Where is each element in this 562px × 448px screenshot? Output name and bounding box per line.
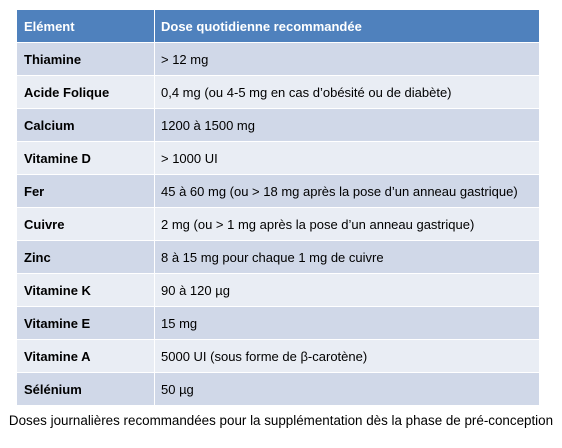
element-cell: Zinc bbox=[17, 241, 155, 273]
dose-cell: 8 à 15 mg pour chaque 1 mg de cuivre bbox=[161, 249, 384, 265]
dose-cell: 50 µg bbox=[161, 381, 194, 397]
dose-cell: > 1000 UI bbox=[161, 150, 218, 166]
element-cell: Fer bbox=[17, 175, 155, 207]
dose-cell: 0,4 mg (ou 4-5 mg en cas d’obésité ou de diabète) bbox=[161, 84, 452, 100]
table-row bbox=[17, 373, 539, 406]
table-row bbox=[17, 241, 539, 274]
table-row bbox=[17, 175, 539, 208]
table-row bbox=[17, 76, 539, 109]
table-row bbox=[17, 340, 539, 373]
element-cell: Vitamine A bbox=[17, 340, 155, 372]
element-cell: Acide Folique bbox=[17, 76, 155, 108]
table-row bbox=[17, 274, 539, 307]
table-caption: Doses journalières recommandées pour la supplémentation dès la phase de pré-conception bbox=[8, 413, 554, 428]
element-cell: Vitamine D bbox=[17, 142, 155, 174]
dose-cell: 45 à 60 mg (ou > 18 mg après la pose d’un anneau gastrique) bbox=[161, 183, 518, 199]
dose-cell: 5000 UI (sous forme de β-carotène) bbox=[161, 348, 368, 364]
header-dose: Dose quotidienne recommandée bbox=[161, 18, 362, 34]
element-cell: Thiamine bbox=[17, 43, 155, 75]
nutrient-dose-table bbox=[17, 10, 539, 406]
dose-cell: 15 mg bbox=[161, 315, 198, 331]
header-element: Elément bbox=[17, 10, 155, 42]
table-row bbox=[17, 43, 539, 76]
dose-cell: 1200 à 1500 mg bbox=[161, 117, 255, 133]
element-cell: Vitamine K bbox=[17, 274, 155, 306]
element-cell: Cuivre bbox=[17, 208, 155, 240]
table-row bbox=[17, 142, 539, 175]
dose-cell: > 12 mg bbox=[161, 51, 209, 67]
element-cell: Sélénium bbox=[17, 373, 155, 405]
dose-cell: 2 mg (ou > 1 mg après la pose d’un anneau gastrique) bbox=[161, 216, 475, 232]
element-cell: Vitamine E bbox=[17, 307, 155, 339]
table-header-row bbox=[17, 10, 539, 43]
table-row bbox=[17, 109, 539, 142]
table-row bbox=[17, 307, 539, 340]
table-row bbox=[17, 208, 539, 241]
dose-cell: 90 à 120 µg bbox=[161, 282, 230, 298]
element-cell: Calcium bbox=[17, 109, 155, 141]
